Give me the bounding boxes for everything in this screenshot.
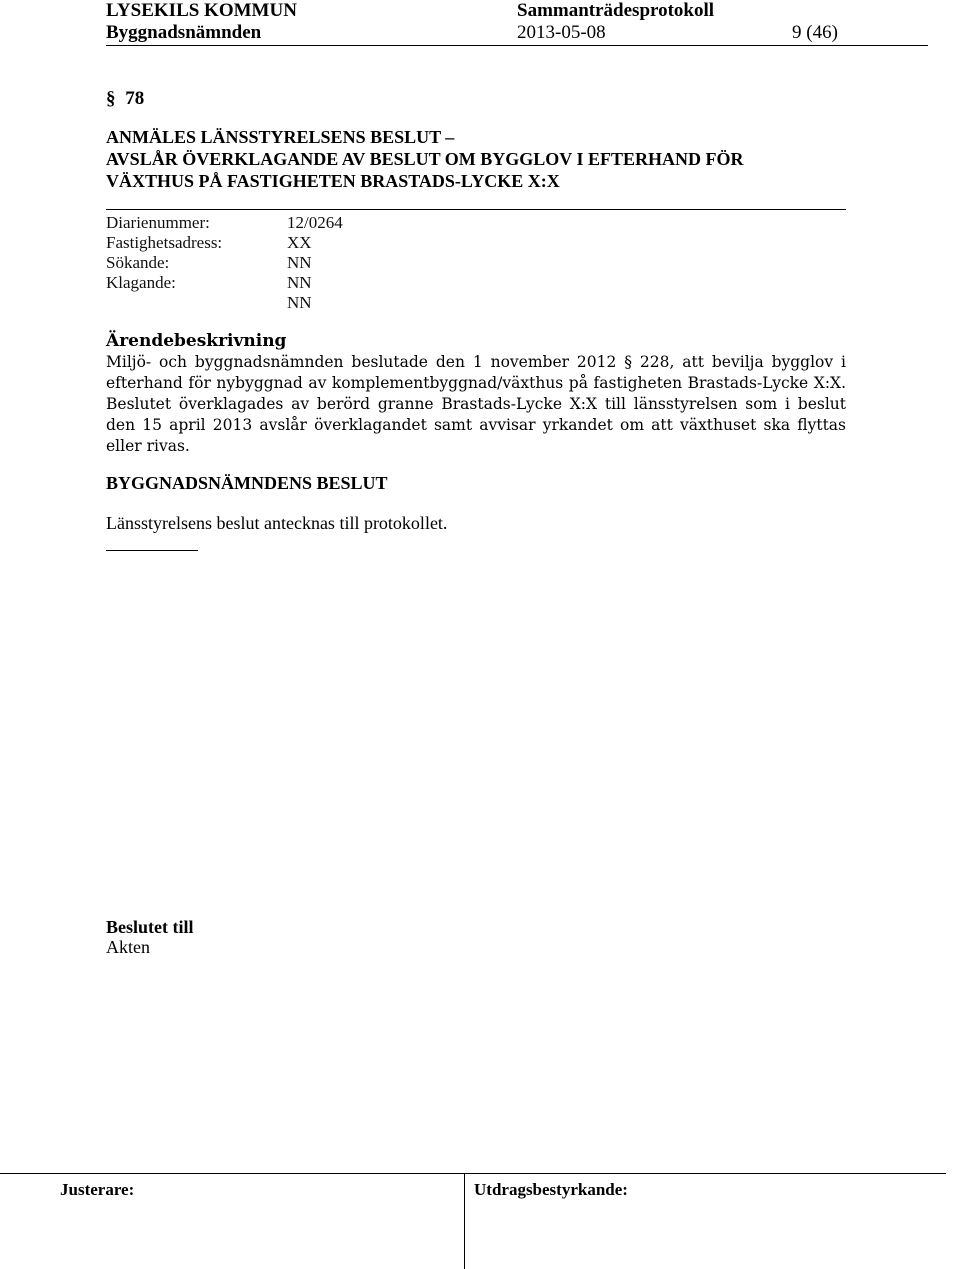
appellant-value-1: NN — [287, 273, 312, 292]
decision-text: Länsstyrelsens beslut antecknas till protokollet. — [106, 513, 448, 533]
recipients-item: Akten — [106, 937, 150, 957]
paragraph-value: 78 — [125, 88, 145, 109]
description-body — [106, 352, 846, 457]
title-line-1: ANMÄLES LÄNSSTYRELSENS BESLUT – — [106, 127, 455, 147]
meta-row-appellant — [106, 273, 343, 293]
adjuster-label: Justerare: — [60, 1180, 135, 1199]
header-row-1 — [106, 0, 715, 22]
diarienummer-label: Diarienummer: — [106, 213, 210, 232]
title-line-3: VÄXTHUS PÅ FASTIGHETEN BRASTADS-LYCKE X:X — [106, 171, 560, 191]
document-type: Sammanträdesprotokoll — [517, 0, 715, 21]
address-value: XX — [287, 233, 312, 252]
section-symbol: § — [106, 88, 116, 109]
municipality-name: LYSEKILS KOMMUN — [106, 0, 297, 21]
header-divider — [106, 45, 928, 46]
case-title — [106, 126, 826, 192]
footer-column-divider — [464, 1173, 465, 1269]
meta-row-address — [106, 233, 343, 253]
meeting-date: 2013-05-08 — [517, 22, 606, 43]
meta-row-applicant — [106, 253, 343, 273]
applicant-label: Sökande: — [106, 253, 170, 272]
certification-label: Utdragsbestyrkande: — [474, 1180, 628, 1199]
diarienummer-value: 12/0264 — [287, 213, 343, 232]
committee-name: Byggnadsnämnden — [106, 22, 262, 43]
decision-heading: BYGGNADSNÄMNDENS BESLUT — [106, 473, 388, 493]
header-row-2 — [106, 22, 838, 44]
appellant-label: Klagande: — [106, 273, 176, 292]
appellant-value-2: NN — [287, 293, 312, 312]
description-heading: Ärendebeskrivning — [106, 331, 287, 351]
title-line-2: AVSLÅR ÖVERKLAGANDE AV BESLUT OM BYGGLOV I EFTERHAND FÖR — [106, 149, 744, 169]
meta-row-appellant-2 — [106, 293, 343, 313]
applicant-value: NN — [287, 253, 312, 272]
page-number: 9 (46) — [792, 22, 838, 43]
meta-row-diarienummer — [106, 213, 343, 233]
footer-divider — [0, 1173, 946, 1174]
description-text: Miljö- och byggnadsnämnden beslutade den 1 november 2012 § 228, att bevilja bygglov i efterhand för nybyggnad av komplementbyggnad/växthus på fastigheten Brastads-Lycke X:X. Beslutet överklagades av berörd granne Brastads-Lycke X:X till länsstyrelsen som i beslut den 15 april 2013 avslår överklagandet samt avvisar yrkandet om att växthuset ska flyttas eller rivas. — [106, 353, 846, 455]
case-metadata — [106, 213, 343, 313]
meta-divider — [106, 209, 846, 210]
decision-end-rule — [106, 550, 198, 551]
paragraph-number — [106, 88, 144, 110]
address-label: Fastighetsadress: — [106, 233, 223, 252]
recipients-heading: Beslutet till — [106, 917, 194, 937]
